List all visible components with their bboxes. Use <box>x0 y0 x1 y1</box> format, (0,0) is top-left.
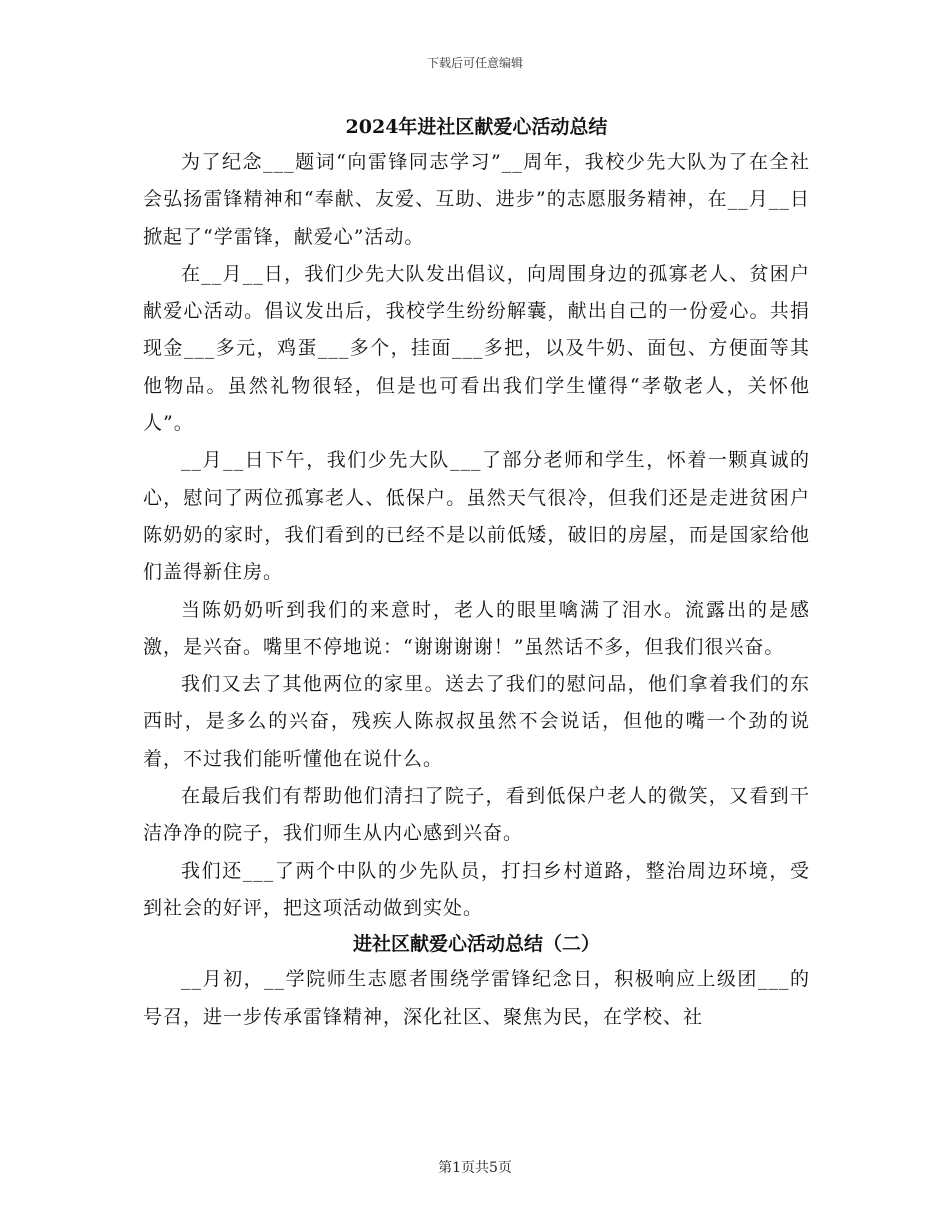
paragraph-4: 当陈奶奶听到我们的来意时，老人的眼里噙满了泪水。流露出的是感激，是兴奋。嘴里不停地说：“谢谢谢谢！”虽然话不多，但我们很兴奋。 <box>143 598 810 658</box>
page-footer: 第1页共5页 <box>438 1160 512 1176</box>
document-title: 2024年进社区献爱心活动总结 <box>345 116 608 138</box>
paragraph-2: 在__月__日，我们少先大队发出倡议，向周围身边的孤寡老人、贫困户献爱心活动。倡议发出后，我校学生纷纷解囊，献出自己的一份爱心。共捐现金___多元，鸡蛋___多个，挂面___多把，以及牛奶、面包、方便面等其他物品。虽然礼物很轻，但是也可看出我们学生懂得“孝敬老人，关怀他人”。 <box>143 262 810 435</box>
paragraph-7: 我们还___了两个中队的少先队员，打扫乡村道路，整治周边环境，受到社会的好评，把这项活动做到实处。 <box>143 859 810 919</box>
header-note: 下载后可任意编辑 <box>426 56 523 70</box>
section-2-title: 进社区献爱心活动总结（二） <box>352 933 600 956</box>
section-2-paragraph-1: __月初，__学院师生志愿者围绕学雷锋纪念日，积极响应上级团___的号召，进一步传承雷锋精神，深化社区、聚焦为民，在学校、社 <box>143 968 810 1028</box>
paragraph-1: 为了纪念___题词“向雷锋同志学习”__周年，我校少先大队为了在全社会弘扬雷锋精神和“奉献、友爱、互助、进步”的志愿服务精神，在__月__日掀起了“学雷锋，献爱心”活动。 <box>143 151 810 248</box>
document-body <box>143 110 810 1036</box>
paragraph-3: __月__日下午，我们少先大队___了部分老师和学生，怀着一颗真诚的心，慰问了两位孤寡老人、低保户。虽然天气很冷，但我们还是走进贫困户陈奶奶的家时，我们看到的已经不是以前低矮，破旧的房屋，而是国家给他们盖得新住房。 <box>143 449 810 584</box>
paragraph-5: 我们又去了其他两位的家里。送去了我们的慰问品，他们拿着我们的东西时，是多么的兴奋，残疾人陈叔叔虽然不会说话，但他的嘴一个劲的说着，不过我们能听懂他在说什么。 <box>143 673 810 770</box>
paragraph-6: 在最后我们有帮助他们清扫了院子，看到低保户老人的微笑，又看到干洁净净的院子，我们师生从内心感到兴奋。 <box>143 785 810 845</box>
